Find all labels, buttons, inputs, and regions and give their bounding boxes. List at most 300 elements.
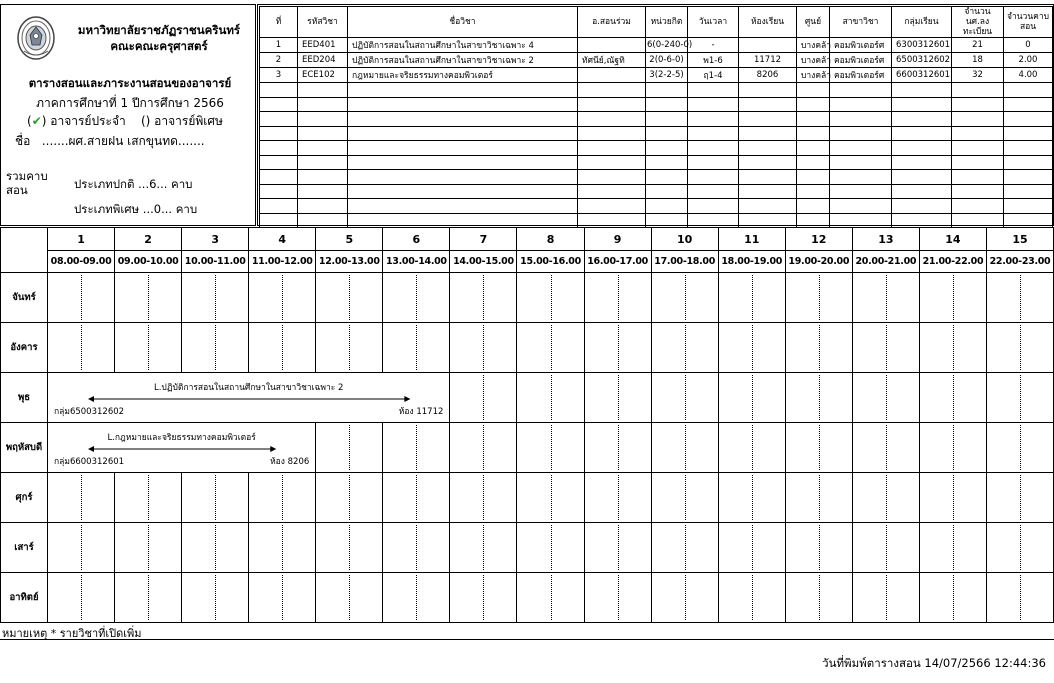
- course-cell: EED204: [298, 53, 348, 68]
- time-slot: [517, 573, 584, 623]
- course-row-empty: [260, 155, 1053, 170]
- course-cell: [298, 155, 348, 170]
- course-cell: [797, 170, 830, 185]
- time-slot: [719, 323, 786, 373]
- course-row-empty: [260, 126, 1053, 141]
- special-teacher-label: () อาจารย์พิเศษ: [140, 114, 223, 128]
- period-time: 11.00-12.00: [249, 251, 316, 273]
- course-cell: [892, 141, 952, 156]
- course-cell: [739, 126, 797, 141]
- course-table-header: [260, 7, 1053, 38]
- course-cell: [688, 170, 739, 185]
- course-cell: [646, 155, 688, 170]
- time-slot: [920, 423, 987, 473]
- time-slot: [719, 373, 786, 423]
- time-slot: [786, 573, 853, 623]
- course-cell: [892, 83, 952, 98]
- course-table: [259, 6, 1053, 228]
- course-cell: [578, 170, 646, 185]
- class-group: กลุ่ม6500312602: [54, 407, 125, 417]
- course-cell: EED401: [298, 38, 348, 53]
- time-slot: [450, 423, 517, 473]
- period-number: 9: [585, 228, 652, 251]
- course-cell: [1004, 184, 1053, 199]
- course-cell: [892, 170, 952, 185]
- course-cell: [578, 38, 646, 53]
- time-slot: [383, 323, 450, 373]
- time-slot: [786, 423, 853, 473]
- course-cell: [578, 199, 646, 214]
- course-cell: [892, 126, 952, 141]
- course-cell: [646, 184, 688, 199]
- course-cell: [1004, 112, 1053, 127]
- course-cell: ปฏิบัติการสอนในสถานศึกษาในสาขาวิชาเฉพาะ 4: [348, 38, 578, 53]
- course-cell: [892, 97, 952, 112]
- time-slot: [115, 473, 182, 523]
- total-hours-label: รวมคาบสอน: [6, 169, 48, 197]
- course-row-empty: [260, 141, 1053, 156]
- period-number: 7: [450, 228, 517, 251]
- course-cell: [739, 38, 797, 53]
- course-cell: [348, 83, 578, 98]
- course-cell: [260, 184, 298, 199]
- period-time: 21.00-22.00: [920, 251, 987, 273]
- course-cell: 3(2-2-5): [646, 68, 688, 83]
- time-slot: [517, 523, 584, 573]
- course-cell: [952, 141, 1004, 156]
- day-label: อังคาร: [1, 323, 48, 373]
- course-cell: [348, 141, 578, 156]
- course-cell: [298, 126, 348, 141]
- time-slot: [383, 573, 450, 623]
- course-cell: [260, 155, 298, 170]
- time-slot: [987, 273, 1054, 323]
- print-date: วันที่พิมพ์ตารางสอน 14/07/2566 12:44:36: [822, 656, 1046, 670]
- time-slot: [652, 373, 719, 423]
- time-slot: [517, 373, 584, 423]
- time-slot: [786, 273, 853, 323]
- time-slot: [920, 273, 987, 323]
- period-number: 4: [249, 228, 316, 251]
- course-cell: [646, 126, 688, 141]
- time-slot: [517, 323, 584, 373]
- time-slot: [853, 573, 920, 623]
- time-slot: [786, 373, 853, 423]
- time-slot: [652, 473, 719, 523]
- course-cell: [578, 184, 646, 199]
- course-cell: [578, 112, 646, 127]
- course-cell: [739, 199, 797, 214]
- regular-teacher-label: ) อาจารย์ประจำ: [41, 114, 126, 128]
- time-slot: [786, 323, 853, 373]
- course-cell: ฤ1-4: [688, 68, 739, 83]
- course-cell: [646, 112, 688, 127]
- course-cell: 6(0-240-0): [646, 38, 688, 53]
- time-slot: [249, 273, 316, 323]
- class-block[interactable]: [48, 423, 316, 473]
- course-cell: 4.00: [1004, 68, 1053, 83]
- university-seal-icon: [16, 15, 56, 61]
- course-cell: [797, 184, 830, 199]
- course-cell: [646, 83, 688, 98]
- course-cell: 2.00: [1004, 53, 1053, 68]
- course-cell: [646, 199, 688, 214]
- course-cell: [892, 155, 952, 170]
- course-cell: [830, 184, 892, 199]
- course-cell: 2: [260, 53, 298, 68]
- time-slot: [719, 473, 786, 523]
- course-cell: [1004, 141, 1053, 156]
- time-slot: [987, 323, 1054, 373]
- time-slot: [450, 473, 517, 523]
- course-cell: [952, 112, 1004, 127]
- duration-arrow-icon: [88, 445, 276, 453]
- time-slot: [585, 573, 652, 623]
- course-row: [260, 68, 1053, 83]
- course-cell: [830, 170, 892, 185]
- time-slot: [316, 573, 383, 623]
- course-cell: [952, 213, 1004, 228]
- course-cell: [298, 97, 348, 112]
- course-cell: [739, 213, 797, 228]
- time-slot: [249, 473, 316, 523]
- time-slot: [652, 523, 719, 573]
- course-cell: [952, 184, 1004, 199]
- time-slot: [987, 423, 1054, 473]
- time-slot: [853, 473, 920, 523]
- course-cell: [260, 199, 298, 214]
- period-number: 13: [853, 228, 920, 251]
- course-cell: [830, 141, 892, 156]
- time-slot: [182, 473, 249, 523]
- course-column-header: จำนวน นศ.ลงทะเบียน: [952, 7, 1004, 38]
- course-cell: [260, 83, 298, 98]
- time-slot: [719, 523, 786, 573]
- class-block[interactable]: [48, 373, 450, 423]
- period-number: 10: [652, 228, 719, 251]
- course-column-header: ที่: [260, 7, 298, 38]
- period-time: 17.00-18.00: [652, 251, 719, 273]
- course-cell: [1004, 199, 1053, 214]
- period-number: 12: [786, 228, 853, 251]
- course-cell: [952, 83, 1004, 98]
- period-number: 1: [48, 228, 115, 251]
- course-cell: [1004, 97, 1053, 112]
- time-slot: [450, 523, 517, 573]
- teacher-info-panel: [0, 4, 256, 226]
- time-slot: [652, 273, 719, 323]
- course-cell: [348, 126, 578, 141]
- period-time: 10.00-11.00: [182, 251, 249, 273]
- course-cell: [1004, 170, 1053, 185]
- course-cell: [348, 97, 578, 112]
- time-slot: [249, 323, 316, 373]
- time-slot: [786, 523, 853, 573]
- time-slot: [987, 523, 1054, 573]
- course-cell: 32: [952, 68, 1004, 83]
- teacher-type: (✔) อาจารย์ประจำ () อาจารย์พิเศษ: [27, 114, 223, 128]
- time-slot: [517, 273, 584, 323]
- course-cell: [739, 184, 797, 199]
- period-number: 8: [517, 228, 584, 251]
- course-cell: [260, 97, 298, 112]
- course-cell: บางคล้า: [797, 38, 830, 53]
- duration-arrow-icon: [88, 395, 410, 403]
- course-cell: [797, 97, 830, 112]
- time-slot: [182, 573, 249, 623]
- course-cell: [578, 68, 646, 83]
- course-cell: [688, 213, 739, 228]
- time-slot: [585, 523, 652, 573]
- period-time: 18.00-19.00: [719, 251, 786, 273]
- course-cell: [298, 213, 348, 228]
- period-time: 16.00-17.00: [585, 251, 652, 273]
- time-slot: [450, 373, 517, 423]
- course-row-empty: [260, 170, 1053, 185]
- course-cell: [688, 126, 739, 141]
- period-number: 15: [987, 228, 1054, 251]
- time-slot: [383, 273, 450, 323]
- course-column-header: รหัสวิชา: [298, 7, 348, 38]
- course-cell: [260, 112, 298, 127]
- time-slot: [719, 273, 786, 323]
- period-time: 13.00-14.00: [383, 251, 450, 273]
- class-room: ห้อง 8206: [270, 457, 310, 467]
- day-label: อาทิตย์: [1, 573, 48, 623]
- course-cell: [952, 97, 1004, 112]
- time-slot: [450, 573, 517, 623]
- course-cell: [260, 126, 298, 141]
- day-label: เสาร์: [1, 523, 48, 573]
- time-slot: [316, 523, 383, 573]
- course-cell: 3: [260, 68, 298, 83]
- course-cell: [1004, 126, 1053, 141]
- course-column-header: ศูนย์: [797, 7, 830, 38]
- time-slot: [853, 323, 920, 373]
- course-cell: [298, 141, 348, 156]
- course-cell: [797, 141, 830, 156]
- period-time: 22.00-23.00: [987, 251, 1054, 273]
- period-time: 19.00-20.00: [786, 251, 853, 273]
- course-column-header: สาขาวิชา: [830, 7, 892, 38]
- class-room: ห้อง 11712: [398, 407, 444, 417]
- course-column-header: ห้องเรียน: [739, 7, 797, 38]
- course-cell: [578, 155, 646, 170]
- course-cell: [797, 155, 830, 170]
- time-slot: [115, 273, 182, 323]
- time-slot: [920, 373, 987, 423]
- course-cell: 2(0-6-0): [646, 53, 688, 68]
- course-cell: [892, 112, 952, 127]
- time-slot: [652, 323, 719, 373]
- course-cell: 0: [1004, 38, 1053, 53]
- footnote: หมายเหตุ * รายวิชาที่เปิดเพิ่ม: [2, 627, 142, 640]
- course-cell: [348, 199, 578, 214]
- period-number: 6: [383, 228, 450, 251]
- course-cell: 1: [260, 38, 298, 53]
- time-slot: [517, 423, 584, 473]
- course-cell: [797, 112, 830, 127]
- period-number: 5: [316, 228, 383, 251]
- course-cell: -: [688, 38, 739, 53]
- course-cell: [739, 112, 797, 127]
- time-slot: [585, 323, 652, 373]
- time-slot: [585, 273, 652, 323]
- period-time: 09.00-10.00: [115, 251, 182, 273]
- period-time: 08.00-09.00: [48, 251, 115, 273]
- course-row-empty: [260, 184, 1053, 199]
- course-cell: [952, 199, 1004, 214]
- course-cell: [797, 83, 830, 98]
- course-cell: ทัศนีย์,ณัฐทิ: [578, 53, 646, 68]
- course-cell: [797, 126, 830, 141]
- time-slot: [115, 523, 182, 573]
- course-cell: 11712: [739, 53, 797, 68]
- time-slot: [585, 473, 652, 523]
- time-slot: [48, 523, 115, 573]
- course-cell: บางคล้า: [797, 68, 830, 83]
- course-cell: [739, 155, 797, 170]
- time-slot: [786, 473, 853, 523]
- time-slot: [987, 373, 1054, 423]
- course-cell: 6500312602: [892, 53, 952, 68]
- course-cell: [578, 126, 646, 141]
- special-hours: ประเภทพิเศษ ...0... คาบ: [74, 202, 198, 216]
- time-slot: [987, 573, 1054, 623]
- course-cell: [688, 141, 739, 156]
- time-slot: [316, 323, 383, 373]
- course-cell: [646, 170, 688, 185]
- course-row: [260, 38, 1053, 53]
- course-cell: [1004, 83, 1053, 98]
- time-slot: [249, 573, 316, 623]
- course-cell: [298, 184, 348, 199]
- teacher-name: .......ผศ.สายฝน เสกขุนทด.......: [41, 134, 205, 148]
- course-column-header: ชื่อวิชา: [348, 7, 578, 38]
- time-slot: [48, 273, 115, 323]
- course-cell: [1004, 155, 1053, 170]
- course-cell: บางคล้า: [797, 53, 830, 68]
- course-cell: [688, 112, 739, 127]
- course-cell: [578, 213, 646, 228]
- time-slot: [853, 373, 920, 423]
- time-slot: [316, 473, 383, 523]
- time-slot: [48, 473, 115, 523]
- time-slot: [182, 323, 249, 373]
- course-row: [260, 53, 1053, 68]
- period-time: 15.00-16.00: [517, 251, 584, 273]
- course-row-empty: [260, 199, 1053, 214]
- semester-label: ภาคการศึกษาที่ 1 ปีการศึกษา 2566: [36, 96, 224, 110]
- time-slot: [719, 573, 786, 623]
- period-time: 14.00-15.00: [450, 251, 517, 273]
- time-slot: [853, 273, 920, 323]
- time-slot: [316, 273, 383, 323]
- time-slot: [316, 423, 383, 473]
- period-time: 12.00-13.00: [316, 251, 383, 273]
- period-number: 3: [182, 228, 249, 251]
- course-column-header: วันเวลา: [688, 7, 739, 38]
- course-cell: [830, 213, 892, 228]
- time-slot: [920, 323, 987, 373]
- time-slot: [853, 423, 920, 473]
- course-cell: [298, 112, 348, 127]
- university-name: มหาวิทยาลัยราชภัฏราชนครินทร์: [77, 23, 241, 37]
- day-label: พฤหัสบดี: [1, 423, 48, 473]
- course-cell: พ1-6: [688, 53, 739, 68]
- time-slot: [115, 573, 182, 623]
- course-cell: [739, 141, 797, 156]
- time-slot: [920, 473, 987, 523]
- course-cell: [646, 213, 688, 228]
- name-label: ชื่อ: [15, 134, 31, 148]
- course-cell: ECE102: [298, 68, 348, 83]
- course-cell: [298, 83, 348, 98]
- course-column-header: กลุ่มเรียน: [892, 7, 952, 38]
- course-cell: [830, 112, 892, 127]
- course-cell: [688, 184, 739, 199]
- course-column-header: จำนวนคาบสอน: [1004, 7, 1053, 38]
- course-cell: [739, 97, 797, 112]
- course-cell: [892, 199, 952, 214]
- course-cell: [688, 155, 739, 170]
- course-cell: คอมพิวเตอร์ศ: [830, 53, 892, 68]
- course-cell: [298, 199, 348, 214]
- time-slot: [920, 523, 987, 573]
- time-slot: [652, 423, 719, 473]
- course-table-panel: [257, 4, 1054, 226]
- time-slot: [383, 473, 450, 523]
- course-cell: [830, 155, 892, 170]
- course-cell: 8206: [739, 68, 797, 83]
- course-cell: [797, 213, 830, 228]
- time-slot: [517, 473, 584, 523]
- course-cell: [578, 141, 646, 156]
- course-cell: [1004, 213, 1053, 228]
- time-slot: [249, 523, 316, 573]
- class-title: L.กฎหมายและจริยธรรมทางคอมพิวเตอร์: [107, 433, 256, 443]
- course-cell: [348, 170, 578, 185]
- time-slot: [383, 423, 450, 473]
- course-cell: [892, 184, 952, 199]
- time-slot: [48, 323, 115, 373]
- period-time: 20.00-21.00: [853, 251, 920, 273]
- class-group: กลุ่ม6600312601: [54, 457, 125, 467]
- course-row-empty: [260, 97, 1053, 112]
- course-cell: [646, 97, 688, 112]
- course-row-empty: [260, 112, 1053, 127]
- course-cell: [892, 213, 952, 228]
- course-cell: [688, 83, 739, 98]
- day-label: จันทร์: [1, 273, 48, 323]
- time-slot: [585, 373, 652, 423]
- course-row-empty: [260, 83, 1053, 98]
- course-cell: [688, 199, 739, 214]
- weekly-schedule-grid: [0, 227, 1054, 623]
- faculty-name: คณะคณะครุศาสตร์: [110, 39, 208, 53]
- course-cell: 6300312601: [892, 38, 952, 53]
- course-cell: คอมพิวเตอร์ศ: [830, 38, 892, 53]
- course-cell: [797, 199, 830, 214]
- course-cell: [260, 141, 298, 156]
- time-slot: [450, 273, 517, 323]
- time-slot: [853, 523, 920, 573]
- period-number: 14: [920, 228, 987, 251]
- normal-hours: ประเภทปกติ ...6... คาบ: [74, 177, 193, 191]
- grid-corner: [1, 228, 48, 273]
- course-cell: ปฏิบัติการสอนในสถานศึกษาในสาขาวิชาเฉพาะ 2: [348, 53, 578, 68]
- teacher-name-row: [15, 132, 205, 151]
